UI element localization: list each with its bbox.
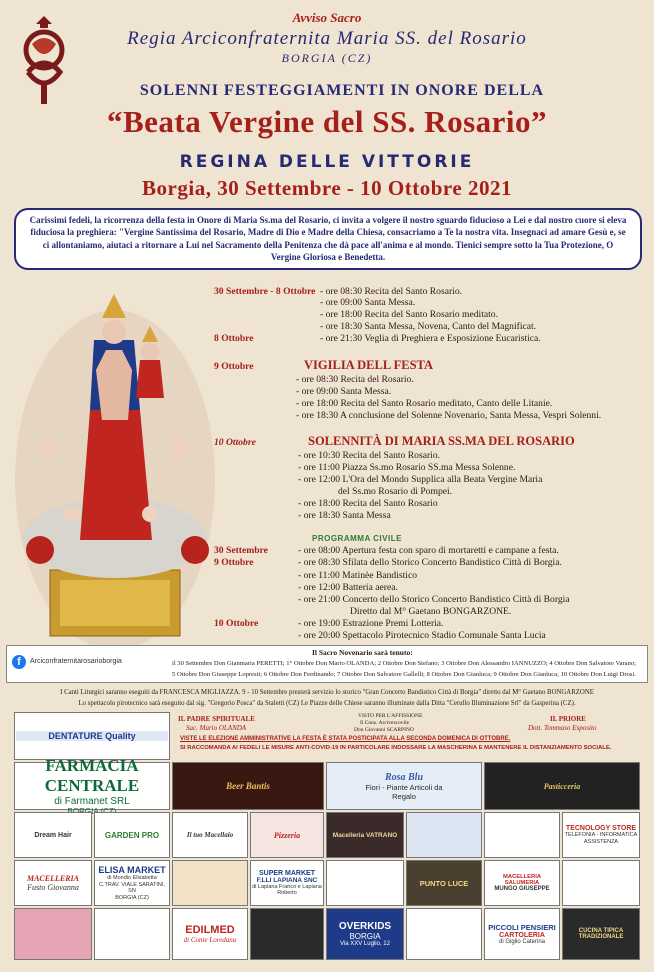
ad-rosa-blu: Rosa Blu Fiori - Piante Articoli da Regalo — [326, 762, 482, 810]
s4-label-a: 30 Settembre — [214, 545, 268, 556]
ad-punto-luce: PUNTO LUCE — [406, 860, 482, 906]
s4-label-c: 10 Ottobre — [214, 618, 259, 629]
s4-title: PROGRAMMA CIVILE — [312, 534, 402, 543]
padre-title: IL PADRE SPIRITUALE — [178, 715, 255, 723]
ad-beer-bantis: Beer Bantis — [172, 762, 324, 810]
s3-line: - ore 12:00 L'Ora del Mondo Supplica alla Beata Vergine Maria — [298, 474, 543, 485]
ad-dentature: DENTATURE Quality — [14, 712, 170, 760]
ad-hdi — [406, 908, 482, 960]
s4-label-b: 9 Ottobre — [214, 557, 254, 568]
ad-trattoria — [562, 860, 640, 906]
novenario-line: 5 Ottobre Don Giuseppe Lopresti; 6 Ottobre Don Ferdinando; 7 Ottobre Don Salvatore Gallelli; 8 Ottobre Don Gianluca; 9 Ottobre Don Gianluca; 10 Ottobre Don Luigi Drosi. — [172, 671, 636, 678]
s3-label: 10 Ottobre — [214, 437, 256, 448]
facebook-icon[interactable]: f — [12, 655, 26, 669]
visto-title: VISTO PER L'AFFISSIONE — [358, 713, 423, 719]
ad-edilmed: EDILMED di Conte Loredana — [172, 908, 248, 960]
ad-tecnology-store: TECNOLOGY STORE TELEFONIA - INFORMATICA ASSISTENZA — [562, 812, 640, 858]
priore-title: IL PRIORE — [550, 715, 586, 723]
note-line: Lo spettacolo pirotecnico sarà eseguito dal sig. "Gregorio Posca" da Staletti (CZ) Le Piazze delle Chiese saranno illuminate dalla Ditta "Cerullo Illuminazione Srl" da Gasperina (CZ). — [78, 700, 576, 707]
confraternita-name: Regia Arciconfraternita Maria SS. del Rosario — [127, 28, 527, 49]
s1-line: - ore 18:30 Santa Messa, Novena, Canto del Magnificat. — [320, 321, 537, 332]
s4-line: - ore 08:00 Apertura festa con sparo di mortaretti e campane a festa. — [298, 545, 559, 556]
ad-garden-pro: GARDEN PRO — [94, 812, 170, 858]
s4-line: - ore 19:00 Estrazione Premi Lotteria. — [298, 618, 444, 629]
ad-farmacia: FARMACIA CENTRALE di Farmanet SRL — [14, 762, 170, 810]
solenni-heading: SOLENNI FESTEGGIAMENTI IN ONORE DELLA — [139, 82, 545, 99]
novenario-title: Il Sacro Novenario sarà tenuto: — [312, 648, 413, 657]
ad-gelateria — [326, 860, 404, 906]
avviso-sacro: Avviso Sacro — [292, 10, 362, 25]
ad-profumeria — [484, 812, 560, 858]
s1-label2: 8 Ottobre — [214, 333, 254, 344]
ad-cucina-tipica: CUCINA TIPICA TRADIZIONALE — [562, 908, 640, 960]
s2-line: - ore 18:00 Recita del Santo Rosario meditato, Canto delle Litanie. — [296, 398, 553, 409]
ad-pizzeria: Pizzeria — [250, 812, 324, 858]
s4-line: - ore 11:00 Matinèe Bandistico — [298, 570, 418, 581]
s4-line: - ore 08:30 Sfilata dello Storico Concerto Bandistico Città di Borgia. — [298, 557, 562, 568]
ad-macelleria-vatrano: Macelleria VATRANO — [326, 812, 404, 858]
s1-line: - ore 09:00 Santa Messa. — [320, 297, 416, 308]
s3-line: del Ss.mo Rosario di Pompei. — [338, 486, 453, 497]
note-line: I Canti Liturgici saranno eseguiti da FRANCESCA MIGLIAZZA. 9 - 10 Settembre presterà servizio lo storico "Gran Concerto Bandistico Città di Borgia" diretto dal M° Gaetano BONGARZONE — [60, 689, 594, 696]
s3-line: - ore 10:30 Recita del Santo Rosario. — [298, 450, 441, 461]
s2-line: - ore 09:00 Santa Messa. — [296, 386, 392, 397]
s3-title: SOLENNITÀ DI MARIA SS.MA DEL ROSARIO — [308, 434, 575, 448]
ad-dream-hair: Dream Hair — [14, 812, 92, 858]
event-dates: Borgia, 30 Settembre - 10 Ottobre 2021 — [142, 176, 512, 200]
ad-super-market: SUPER MARKET F.LLI LAPIANA SNC di Lapiana Franco e Lapiana Roberto — [250, 860, 324, 906]
ad-macellaio: Il tuo Macellaio — [172, 812, 248, 858]
ad-cfl — [94, 908, 170, 960]
s3-line: - ore 18:30 Santa Messa — [298, 510, 391, 521]
ad-pasticceria: Pasticceria — [484, 762, 640, 810]
warning-line: SI RACCOMANDA AI FEDELI LE MISURE ANTI-COVID-19 IN PARTICOLARE INDOSSARE LA MASCHERINA E MANTENERE IL DISTANZIAMENTO SOCIALE. — [180, 745, 612, 751]
ad-pane — [172, 860, 248, 906]
s2-title: VIGILIA DELL FESTA — [304, 358, 433, 372]
ad-macelleria-fusto: MACELLERIA Fusto Giovanna — [14, 860, 92, 906]
regina-subtitle: REGINA DELLE VITTORIE — [179, 152, 475, 172]
location-label: BORGIA (CZ) — [281, 51, 373, 65]
ad-overkids: OVERKIDS BORGIA Via XXV Luglio, 12 — [326, 908, 404, 960]
s1-line: - ore 18:00 Recita del Santo Rosario meditato. — [320, 309, 498, 320]
warning-line: VISTE LE ELEZIONE AMMINISTRATIVE LA FESTA È STATA POSTICIPATA ALLA SECONDA DOMENICA DI OTTOBRE. — [180, 736, 511, 742]
s4-line: - ore 12:00 Batteria aerea. — [298, 582, 398, 593]
s1-line: - ore 21:30 Veglia di Preghiera e Esposizione Eucaristica. — [320, 333, 541, 344]
ad-elisa-market: ELISA MARKET di Mondio Elisabetta C.TRAV. VIALE SARATINI, SN BORGIA (CZ) — [94, 860, 170, 906]
ad-service — [406, 812, 482, 858]
ad-dark — [250, 908, 324, 960]
novenario-line: il 30 Settembre Don Gianmaria PERETTI; 1° Ottobre Don Mario OLANDA; 2 Ottobre Don Stefano; 3 Ottobre Don Alessandro IANNUZZO; 4 Ottobre Don Salvatore Varano; — [172, 660, 636, 667]
s4-line: Diretto dal M° Gaetano BONGARZONE. — [350, 606, 512, 617]
prayer-box: Carissimi fedeli, la ricorrenza della festa in Onore di Maria Ss.ma del Rosario, ci invita a volgere il nostro sguardo fiducioso a Lei e dal nostro cuore si eleva fiduciosa la preghiera: "Vergine Santissima del Rosario, Madre di Dio e Madre della Chiesa, consacriamo a Te la nostra vita. Insegnaci ad amare Gesù e, se ci allontaniamo, aiutaci a ritornare a Lui nel Sacramento della Penitenza che dà pace all'anima e al mondo. Tienici sempre sotto la Tua Protezione, O Vergine Gloriosa e Benedetta. — [14, 208, 642, 270]
s3-line: - ore 18:00 Recita del Santo Rosario — [298, 498, 438, 509]
madonna-statue-image — [10, 280, 220, 642]
s2-line: - ore 18:30 A conclusione del Solenne Novenario, Santa Messa, Vespri Solenni. — [296, 410, 602, 421]
s2-line: - ore 08:30 Recita del Rosario. — [296, 374, 414, 385]
priore-name: Dott. Tommaso Esposito — [528, 724, 597, 732]
main-title: “Beata Vergine del SS. Rosario” — [106, 104, 548, 139]
s4-line: - ore 21:00 Concerto dello Storico Concerto Bandistico Città di Borgia — [298, 594, 570, 605]
padre-name: Sac. Mario OLANDA — [186, 724, 247, 732]
ad-mungo: MACELLERIA SALUMERIA MUNGO GIUSEPPE — [484, 860, 560, 906]
ad-piccoli-pensieri: PICCOLI PENSIERI CARTOLERIA di Giglio Caterina — [484, 908, 560, 960]
s3-line: - ore 11:00 Piazza Ss.mo Rosario SS.ma Messa Solenne. — [298, 462, 516, 473]
visto-sub: Il Cons. Arcivescovile — [360, 720, 410, 726]
s1-line: - ore 08:30 Recita del Santo Rosario. — [320, 286, 463, 297]
facebook-page-label[interactable]: Arciconfraternitarosarioborgia — [30, 658, 122, 665]
s4-line: - ore 20:00 Spettacolo Pirotecnico Stadio Comunale Santa Lucia — [298, 630, 546, 641]
ad-parrucchiera — [14, 908, 92, 960]
s1-label: 30 Settembre - 8 Ottobre — [214, 286, 316, 297]
s2-label: 9 Ottobre — [214, 361, 254, 372]
visto-name: Don Giovanni SCARPINO — [354, 727, 414, 733]
